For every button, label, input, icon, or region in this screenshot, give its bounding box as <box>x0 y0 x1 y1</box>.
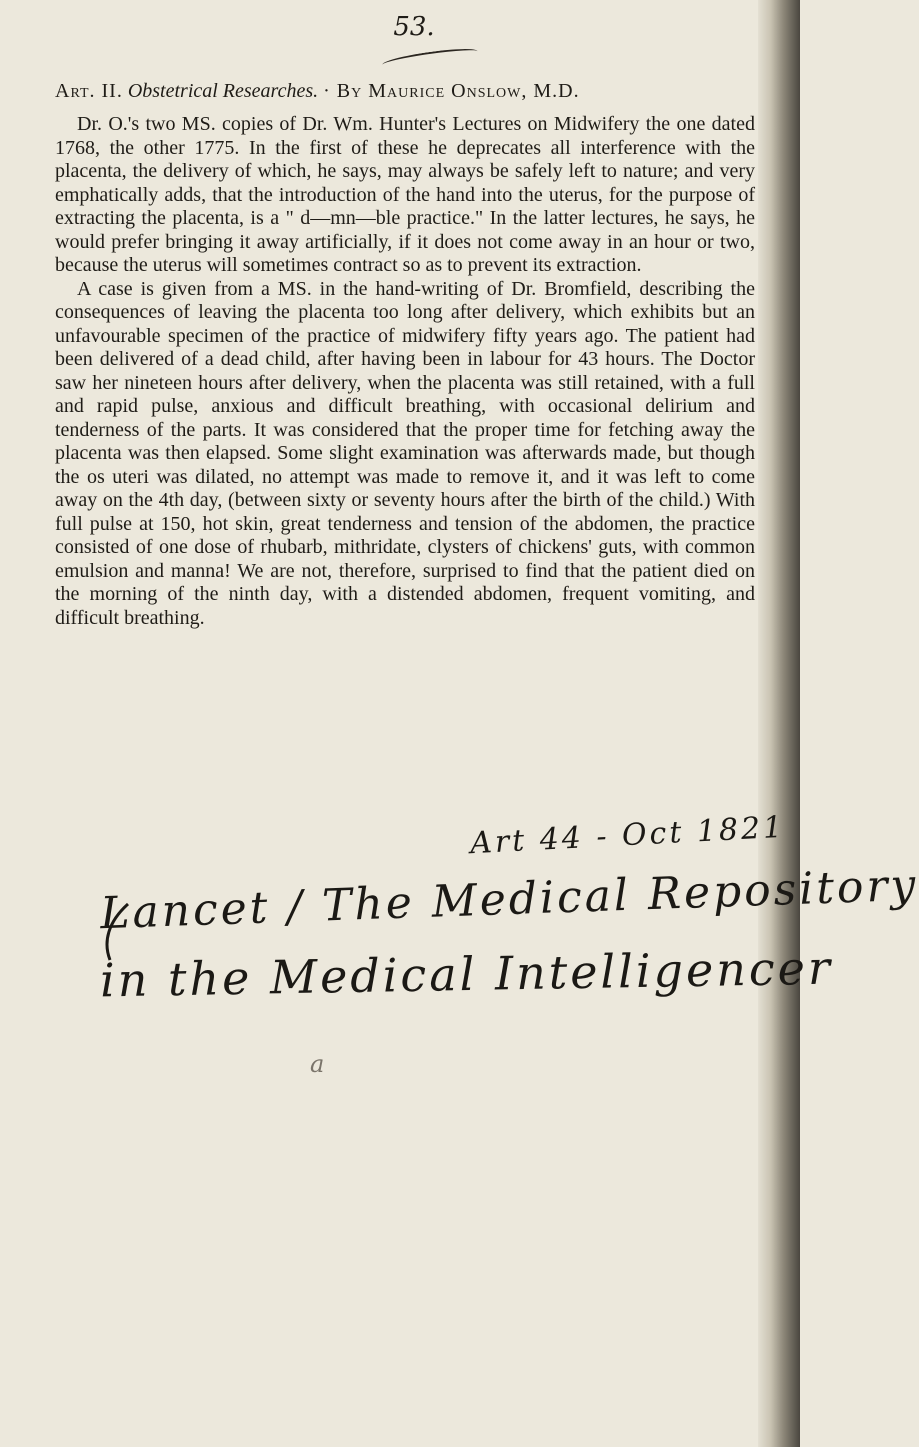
handwritten-line-3: in the Medical Intelligencer <box>99 940 834 1008</box>
paragraph-2: A case is given from a MS. in the hand-writing of Dr. Bromfield, describing the consequences of leaving the placenta too long after delivery, which exhibits but an unfavourable specimen of the practice of midwifery fifty years ago. The patient had been delivered of a dead child, after having been in labour for 43 hours. The Doctor saw her nineteen hours after delivery, when the placenta was still retained, with a full and rapid pulse, anxious and difficult breathing, with occasional delirium and tenderness of the parts. It was considered that the proper time for fetching away the placenta was then elapsed. Some slight examination was afterwards made, but though the os uteri was dilated, no attempt was made to remove it, and it was left to come away on the 4th day, (between sixty or seventy hours after the birth of the child.) With full pulse at 150, hot skin, great tenderness and tension of the abdomen, the practice consisted of one dose of rhubarb, mithridate, clysters of chickens' guts, with common emulsion and manna! We are not, therefore, surprised to find that the patient died on the morning of the ninth day, with a distended abdomen, frequent vomiting, and difficult breathing. <box>55 277 755 629</box>
article-author: · By Maurice Onslow, M.D. <box>323 80 580 102</box>
paragraph-1: Dr. O.'s two MS. copies of Dr. Wm. Hunter's Lectures on Midwifery the one dated 1768, the other 1775. In the first of these he deprecates all interference with the placenta, the delivery of which, he says, may always be safely left to nature; and very emphatically adds, that the introduction of the hand into the uterus, for the purpose of extracting the placenta, is a " d—mn—ble practice." In the latter lectures, he says, he would prefer bringing it away artificially, if it does not come away in an hour or two, because the uterus will sometimes contract so as to prevent its extraction. <box>55 113 755 276</box>
page-number: 53. <box>393 12 435 42</box>
article-text <box>55 80 755 630</box>
handwritten-mark: a <box>310 1050 328 1078</box>
article-number: Art. II. <box>55 80 123 102</box>
page-edge-shadow <box>758 0 800 1447</box>
handwritten-line-1: Art 44 - Oct 1821 <box>469 809 787 862</box>
folio-underline <box>382 45 479 70</box>
article-title: Obstetrical Researches. <box>127 80 319 102</box>
handwritten-annotation <box>0 809 919 1142</box>
handwritten-line-2: Lancet / The Medical Repository <box>99 859 919 940</box>
article-heading <box>55 80 755 103</box>
